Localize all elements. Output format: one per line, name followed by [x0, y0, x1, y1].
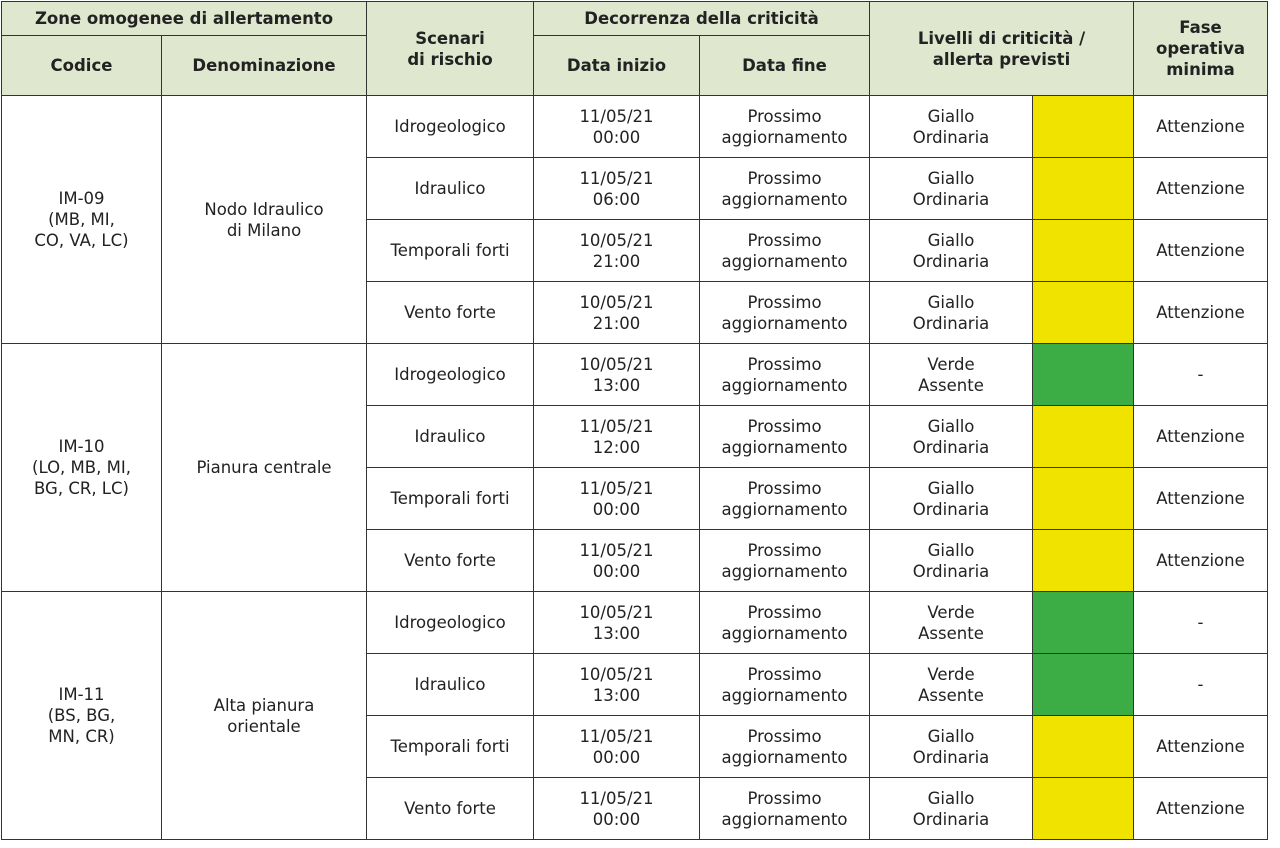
end-date-cell: Prossimo aggiornamento — [700, 530, 870, 592]
alert-color-swatch — [1033, 158, 1134, 220]
zone-name-cell: Pianura centrale — [162, 344, 367, 592]
data-inizio-header: Data inizio — [534, 36, 700, 96]
scenario-cell: Idrogeologico — [367, 344, 534, 406]
alert-color-swatch — [1033, 220, 1134, 282]
alert-color-swatch — [1033, 406, 1134, 468]
end-date-cell: Prossimo aggiornamento — [700, 158, 870, 220]
start-date-cell: 10/05/21 13:00 — [534, 344, 700, 406]
alert-color-fill — [1033, 592, 1133, 653]
operative-phase-cell: Attenzione — [1134, 282, 1268, 344]
start-date-cell: 11/05/21 12:00 — [534, 406, 700, 468]
operative-phase-cell: Attenzione — [1134, 716, 1268, 778]
alert-color-fill — [1033, 654, 1133, 715]
operative-phase-cell: Attenzione — [1134, 778, 1268, 840]
start-date-cell: 11/05/21 00:00 — [534, 530, 700, 592]
alert-level-cell: Giallo Ordinaria — [870, 406, 1033, 468]
zone-name-cell: Nodo Idraulico di Milano — [162, 96, 367, 344]
operative-phase-cell: Attenzione — [1134, 96, 1268, 158]
start-date-cell: 11/05/21 00:00 — [534, 716, 700, 778]
table-row — [2, 96, 1268, 158]
alert-color-swatch — [1033, 530, 1134, 592]
alert-level-cell: Giallo Ordinaria — [870, 778, 1033, 840]
alert-color-fill — [1033, 344, 1133, 405]
alert-color-swatch — [1033, 778, 1134, 840]
alert-color-fill — [1033, 96, 1133, 157]
alert-level-cell: Verde Assente — [870, 592, 1033, 654]
end-date-cell: Prossimo aggiornamento — [700, 468, 870, 530]
scenario-cell: Vento forte — [367, 530, 534, 592]
start-date-cell: 11/05/21 00:00 — [534, 468, 700, 530]
alert-level-cell: Giallo Ordinaria — [870, 282, 1033, 344]
decorrenza-header: Decorrenza della criticità — [534, 2, 870, 36]
start-date-cell: 10/05/21 21:00 — [534, 282, 700, 344]
operative-phase-cell: Attenzione — [1134, 530, 1268, 592]
alert-color-swatch — [1033, 654, 1134, 716]
start-date-cell: 10/05/21 13:00 — [534, 592, 700, 654]
scenario-cell: Idraulico — [367, 158, 534, 220]
end-date-cell: Prossimo aggiornamento — [700, 220, 870, 282]
zone-code-cell: IM-10 (LO, MB, MI, BG, CR, LC) — [2, 344, 162, 592]
livelli-header: Livelli di criticità / allerta previsti — [870, 2, 1134, 96]
operative-phase-cell: Attenzione — [1134, 220, 1268, 282]
end-date-cell: Prossimo aggiornamento — [700, 592, 870, 654]
alert-color-fill — [1033, 282, 1133, 343]
scenario-cell: Idraulico — [367, 406, 534, 468]
table-row — [2, 592, 1268, 654]
alert-level-cell: Giallo Ordinaria — [870, 158, 1033, 220]
alert-level-cell: Giallo Ordinaria — [870, 96, 1033, 158]
scenario-cell: Idrogeologico — [367, 96, 534, 158]
operative-phase-cell: - — [1134, 344, 1268, 406]
end-date-cell: Prossimo aggiornamento — [700, 406, 870, 468]
alert-color-fill — [1033, 158, 1133, 219]
alert-table — [1, 1, 1268, 840]
table-row — [2, 344, 1268, 406]
end-date-cell: Prossimo aggiornamento — [700, 96, 870, 158]
end-date-cell: Prossimo aggiornamento — [700, 654, 870, 716]
alert-color-swatch — [1033, 96, 1134, 158]
fase-header: Fase operativa minima — [1134, 2, 1268, 96]
zone-code-cell: IM-09 (MB, MI, CO, VA, LC) — [2, 96, 162, 344]
scenario-cell: Temporali forti — [367, 716, 534, 778]
start-date-cell: 10/05/21 13:00 — [534, 654, 700, 716]
start-date-cell: 11/05/21 00:00 — [534, 96, 700, 158]
alert-level-cell: Giallo Ordinaria — [870, 468, 1033, 530]
alert-color-fill — [1033, 778, 1133, 839]
alert-color-fill — [1033, 468, 1133, 529]
table-header — [2, 2, 1268, 96]
alert-color-fill — [1033, 716, 1133, 777]
alert-level-cell: Giallo Ordinaria — [870, 530, 1033, 592]
scenario-cell: Idrogeologico — [367, 592, 534, 654]
zone-code-cell: IM-11 (BS, BG, MN, CR) — [2, 592, 162, 840]
operative-phase-cell: - — [1134, 654, 1268, 716]
start-date-cell: 11/05/21 00:00 — [534, 778, 700, 840]
operative-phase-cell: Attenzione — [1134, 158, 1268, 220]
scenario-cell: Temporali forti — [367, 468, 534, 530]
zone-name-cell: Alta pianura orientale — [162, 592, 367, 840]
zone-group-header: Zone omogenee di allertamento — [2, 2, 367, 36]
alert-color-swatch — [1033, 716, 1134, 778]
end-date-cell: Prossimo aggiornamento — [700, 282, 870, 344]
end-date-cell: Prossimo aggiornamento — [700, 778, 870, 840]
operative-phase-cell: Attenzione — [1134, 406, 1268, 468]
scenario-cell: Vento forte — [367, 778, 534, 840]
scenario-cell: Idraulico — [367, 654, 534, 716]
table-body — [2, 96, 1268, 840]
alert-color-fill — [1033, 220, 1133, 281]
alert-color-swatch — [1033, 468, 1134, 530]
alert-color-swatch — [1033, 592, 1134, 654]
scenario-cell: Temporali forti — [367, 220, 534, 282]
alert-color-fill — [1033, 530, 1133, 591]
scenari-header: Scenari di rischio — [367, 2, 534, 96]
data-fine-header: Data fine — [700, 36, 870, 96]
end-date-cell: Prossimo aggiornamento — [700, 344, 870, 406]
alert-color-fill — [1033, 406, 1133, 467]
alert-level-cell: Verde Assente — [870, 344, 1033, 406]
start-date-cell: 10/05/21 21:00 — [534, 220, 700, 282]
denominazione-header: Denominazione — [162, 36, 367, 96]
alert-level-cell: Giallo Ordinaria — [870, 716, 1033, 778]
operative-phase-cell: - — [1134, 592, 1268, 654]
alert-color-swatch — [1033, 344, 1134, 406]
codice-header: Codice — [2, 36, 162, 96]
alert-level-cell: Verde Assente — [870, 654, 1033, 716]
operative-phase-cell: Attenzione — [1134, 468, 1268, 530]
alert-color-swatch — [1033, 282, 1134, 344]
alert-level-cell: Giallo Ordinaria — [870, 220, 1033, 282]
scenario-cell: Vento forte — [367, 282, 534, 344]
start-date-cell: 11/05/21 06:00 — [534, 158, 700, 220]
end-date-cell: Prossimo aggiornamento — [700, 716, 870, 778]
